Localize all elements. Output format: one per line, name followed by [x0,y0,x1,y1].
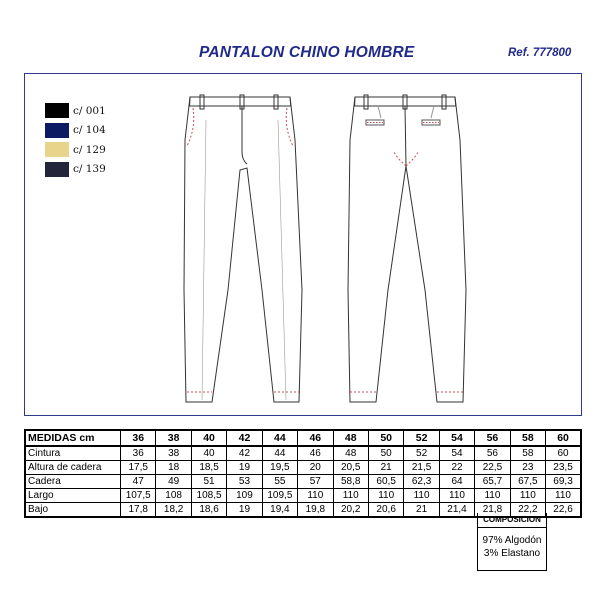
measure-value: 22 [439,461,474,475]
measure-value: 46 [298,446,333,461]
color-swatch [45,162,69,177]
measure-value: 18 [156,461,191,475]
measure-value: 48 [333,446,368,461]
measure-label: Cintura [25,446,121,461]
color-swatch-list [45,101,106,179]
composition-line: 3% Elastano [483,548,541,559]
measure-value: 107,5 [121,489,156,503]
measure-value: 20,6 [368,503,403,518]
reference-number: Ref. 777800 [508,47,572,59]
size-header: 60 [546,430,581,446]
color-code-label: c/ 129 [73,143,106,156]
color-code-label: c/ 001 [73,104,106,117]
color-swatch-row [45,101,106,121]
measure-value: 38 [156,446,191,461]
measure-value: 21,5 [404,461,439,475]
measure-value: 47 [121,475,156,489]
measure-value: 17,5 [121,461,156,475]
table-row [25,461,581,475]
color-swatch [45,142,69,157]
measure-value: 50 [368,446,403,461]
measure-value: 23,5 [546,461,581,475]
measure-value: 22,6 [546,503,581,518]
measure-value: 56 [475,446,510,461]
color-swatch [45,123,69,138]
table-header-label: MEDIDAS cm [25,430,121,446]
measure-value: 17,8 [121,503,156,518]
table-row [25,475,581,489]
measure-label: Largo [25,489,121,503]
measure-value: 22,5 [475,461,510,475]
measure-value: 22,2 [510,503,545,518]
measure-label: Cadera [25,475,121,489]
measure-value: 60 [546,446,581,461]
measure-value: 110 [475,489,510,503]
measure-value: 109 [227,489,262,503]
measure-value: 69,3 [546,475,581,489]
measure-value: 40 [191,446,226,461]
size-header: 40 [191,430,226,446]
size-header: 54 [439,430,474,446]
measure-value: 19 [227,461,262,475]
measure-label: Bajo [25,503,121,518]
measure-value: 58 [510,446,545,461]
composition-box [477,513,547,571]
measure-value: 64 [439,475,474,489]
document-title: PANTALON CHINO HOMBRE [199,44,415,61]
measure-value: 19 [227,503,262,518]
measure-value: 19,8 [298,503,333,518]
size-header: 50 [368,430,403,446]
trousers-technical-drawing [150,80,480,410]
measure-value: 67,5 [510,475,545,489]
measure-value: 21,4 [439,503,474,518]
measure-value: 20,2 [333,503,368,518]
measure-value: 49 [156,475,191,489]
trousers-front-view [184,95,302,402]
measure-value: 18,6 [191,503,226,518]
size-measurement-table [24,429,582,518]
color-swatch-row [45,140,106,160]
composition-title: COMPOSICION [478,513,546,528]
measure-value: 110 [510,489,545,503]
trousers-back-view [348,95,466,402]
measure-value: 108 [156,489,191,503]
size-header: 52 [404,430,439,446]
size-header: 42 [227,430,262,446]
measure-value: 21 [404,503,439,518]
measure-value: 110 [368,489,403,503]
measure-value: 110 [298,489,333,503]
measure-value: 110 [333,489,368,503]
table-header-row [25,430,581,446]
measure-value: 20 [298,461,333,475]
size-header: 56 [475,430,510,446]
table-row [25,489,581,503]
measure-value: 108,5 [191,489,226,503]
size-header: 48 [333,430,368,446]
front-outline [184,97,302,402]
measure-value: 55 [262,475,297,489]
measure-value: 110 [439,489,474,503]
measure-label: Altura de cadera [25,461,121,475]
size-header: 58 [510,430,545,446]
measure-value: 21 [368,461,403,475]
color-swatch [45,103,69,118]
back-outline [348,97,466,402]
measure-value: 62,3 [404,475,439,489]
color-code-label: c/ 139 [73,163,106,176]
measure-value: 52 [404,446,439,461]
color-code-label: c/ 104 [73,124,106,137]
table-row [25,446,581,461]
measure-value: 57 [298,475,333,489]
measure-value: 58,8 [333,475,368,489]
measure-value: 18,5 [191,461,226,475]
color-swatch-row [45,160,106,180]
size-header: 38 [156,430,191,446]
measure-value: 51 [191,475,226,489]
measure-value: 18,2 [156,503,191,518]
size-header: 36 [121,430,156,446]
measure-value: 110 [404,489,439,503]
measure-value: 19,4 [262,503,297,518]
measure-value: 60,5 [368,475,403,489]
measure-value: 44 [262,446,297,461]
measure-value: 54 [439,446,474,461]
measure-value: 19,5 [262,461,297,475]
measure-value: 36 [121,446,156,461]
measure-value: 110 [546,489,581,503]
measure-value: 21,8 [475,503,510,518]
measure-value: 20,5 [333,461,368,475]
measure-value: 23 [510,461,545,475]
measure-value: 65,7 [475,475,510,489]
size-header: 44 [262,430,297,446]
measure-value: 42 [227,446,262,461]
size-header: 46 [298,430,333,446]
measure-value: 109,5 [262,489,297,503]
color-swatch-row [45,121,106,141]
composition-line: 97% Algodón [482,535,542,546]
measure-value: 53 [227,475,262,489]
